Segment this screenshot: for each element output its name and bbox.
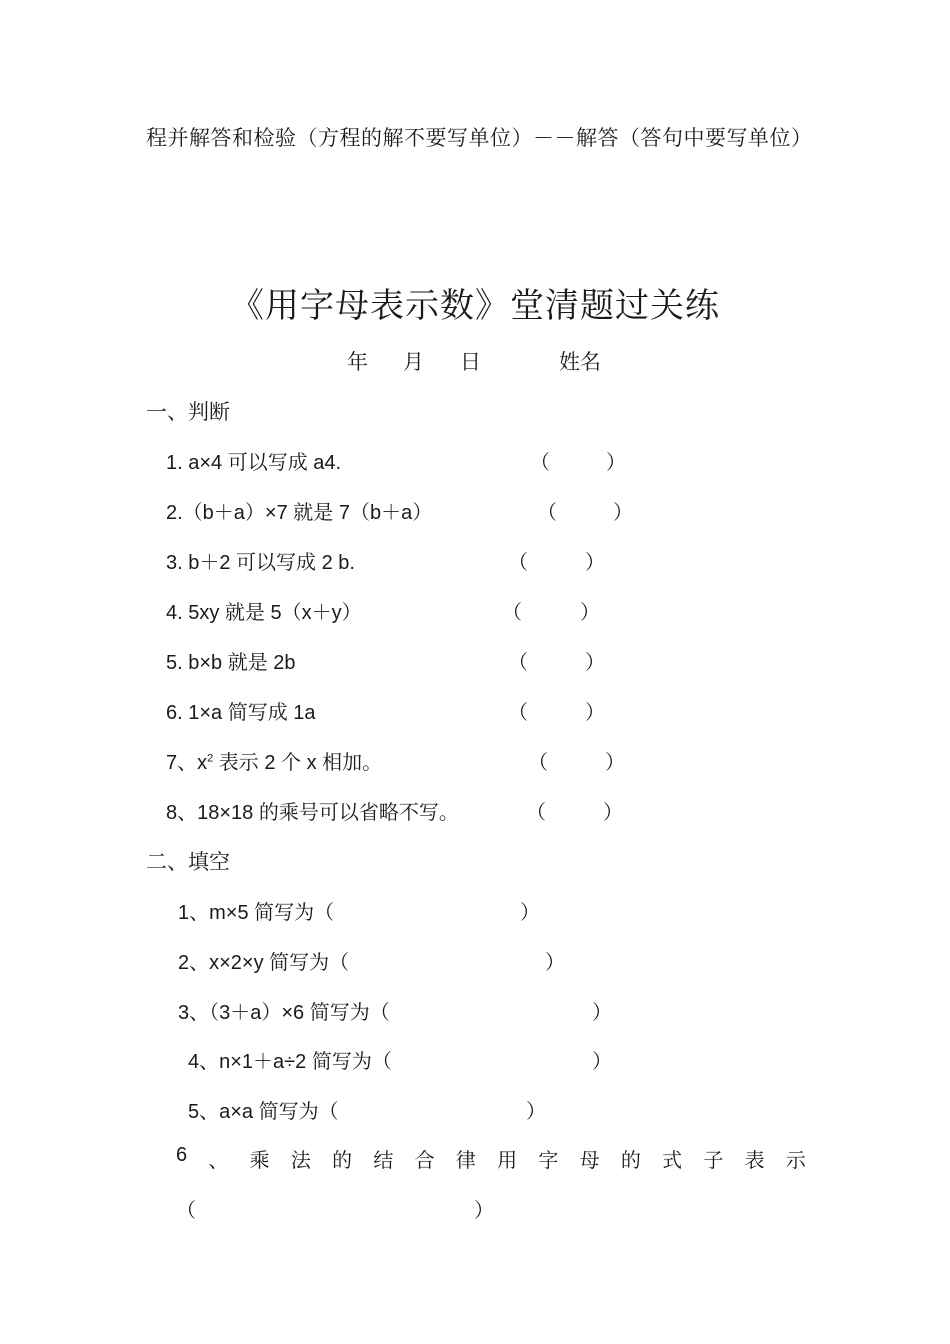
fill-item-6-char: 表 xyxy=(744,1150,765,1172)
fill-item-5: 5、a×a 简写为（ xyxy=(188,1101,339,1123)
judgment-item-3: 3. b＋2 可以写成 2 b. xyxy=(166,552,355,574)
section-judgment-heading: 一、判断 xyxy=(146,400,230,424)
student-name-label: 姓名 xyxy=(559,350,601,374)
fill-item-6-char: 子 xyxy=(703,1150,724,1172)
fill-item-6-char: 母 xyxy=(579,1150,600,1172)
fill-answer-close-6: ） xyxy=(474,1200,494,1222)
top-instruction-line: 程并解答和检验（方程的解不要写单位）－－解答（答句中要写单位） xyxy=(146,126,813,150)
fill-item-2: 2、x×2×y 简写为（ xyxy=(178,952,350,974)
judgment-answer-close-1: ） xyxy=(606,452,626,474)
fill-item-6-char: 式 xyxy=(662,1150,683,1172)
judgment-answer-open-3: （ xyxy=(508,552,528,574)
judgment-answer-close-6: ） xyxy=(585,702,605,724)
judgment-item-5: 5. b×b 就是 2b xyxy=(166,652,296,674)
fill-item-6-char: 、 xyxy=(208,1150,229,1172)
judgment-answer-close-3: ） xyxy=(585,552,605,574)
judgment-answer-open-8: （ xyxy=(526,802,546,824)
judgment-answer-close-2: ） xyxy=(613,502,633,524)
judgment-answer-open-6: （ xyxy=(508,702,528,724)
judgment-item-7 xyxy=(166,746,382,775)
judgment-item-6: 6. 1×a 简写成 1a xyxy=(166,702,316,724)
judgment-answer-open-1: （ xyxy=(530,452,550,474)
judgment-answer-close-4: ） xyxy=(580,602,600,624)
fill-item-6-char: 的 xyxy=(332,1150,353,1172)
judgment-item-2: 2.（b＋a）×7 就是 7（b＋a） xyxy=(166,502,433,524)
judgment-item-4: 4. 5xy 就是 5（x＋y） xyxy=(166,602,362,624)
judgment-answer-open-7: （ xyxy=(528,752,548,774)
fill-item-3: 3、（3＋a）×6 简写为（ xyxy=(178,1002,390,1024)
judgment-item-1: 1. a×4 可以写成 a4. xyxy=(166,452,342,474)
judgment-answer-close-7: ） xyxy=(605,752,625,774)
fill-answer-open-6: （ xyxy=(176,1200,196,1222)
judgment-item-7-text-b: 表示 2 个 x 相加。 xyxy=(213,752,383,774)
date-day-label: 日 xyxy=(460,350,481,374)
fill-item-6-char: 的 xyxy=(620,1150,641,1172)
fill-answer-close-3: ） xyxy=(592,1002,612,1024)
fill-answer-close-1: ） xyxy=(520,902,540,924)
fill-answer-close-5: ） xyxy=(526,1101,546,1123)
fill-item-6-char: 结 xyxy=(373,1150,394,1172)
fill-item-6-char: 乘 xyxy=(249,1150,270,1172)
fill-item-6-char: 字 xyxy=(538,1150,559,1172)
fill-item-6-char: 法 xyxy=(290,1150,311,1172)
fill-answer-close-2: ） xyxy=(545,952,565,974)
superscript-exponent: 2 xyxy=(207,752,214,765)
judgment-answer-open-4: （ xyxy=(502,602,522,624)
fill-item-6-char: 律 xyxy=(455,1150,476,1172)
fill-item-6-char: 用 xyxy=(497,1150,518,1172)
judgment-answer-open-2: （ xyxy=(537,502,557,524)
fill-item-6-char: 合 xyxy=(414,1150,435,1172)
date-month-label: 月 xyxy=(403,350,424,374)
fill-item-6-char: 示 xyxy=(785,1150,806,1172)
fill-item-1: 1、m×5 简写为（ xyxy=(178,902,335,924)
fill-item-4: 4、n×1＋a÷2 简写为（ xyxy=(188,1051,392,1073)
judgment-item-8: 8、18×18 的乘号可以省略不写。 xyxy=(166,802,459,824)
judgment-answer-close-8: ） xyxy=(603,802,623,824)
fill-item-6 xyxy=(176,1144,806,1173)
fill-answer-close-4: ） xyxy=(592,1051,612,1073)
page-title: 《用字母表示数》堂清题过关练 xyxy=(230,288,720,325)
judgment-answer-close-5: ） xyxy=(585,652,605,674)
fill-item-6-char: 6 xyxy=(176,1144,188,1166)
judgment-answer-open-5: （ xyxy=(508,652,528,674)
judgment-item-7-text-a: 7、x xyxy=(166,752,208,774)
date-year-label: 年 xyxy=(347,350,368,374)
section-fill-blank-heading: 二、填空 xyxy=(146,850,230,874)
